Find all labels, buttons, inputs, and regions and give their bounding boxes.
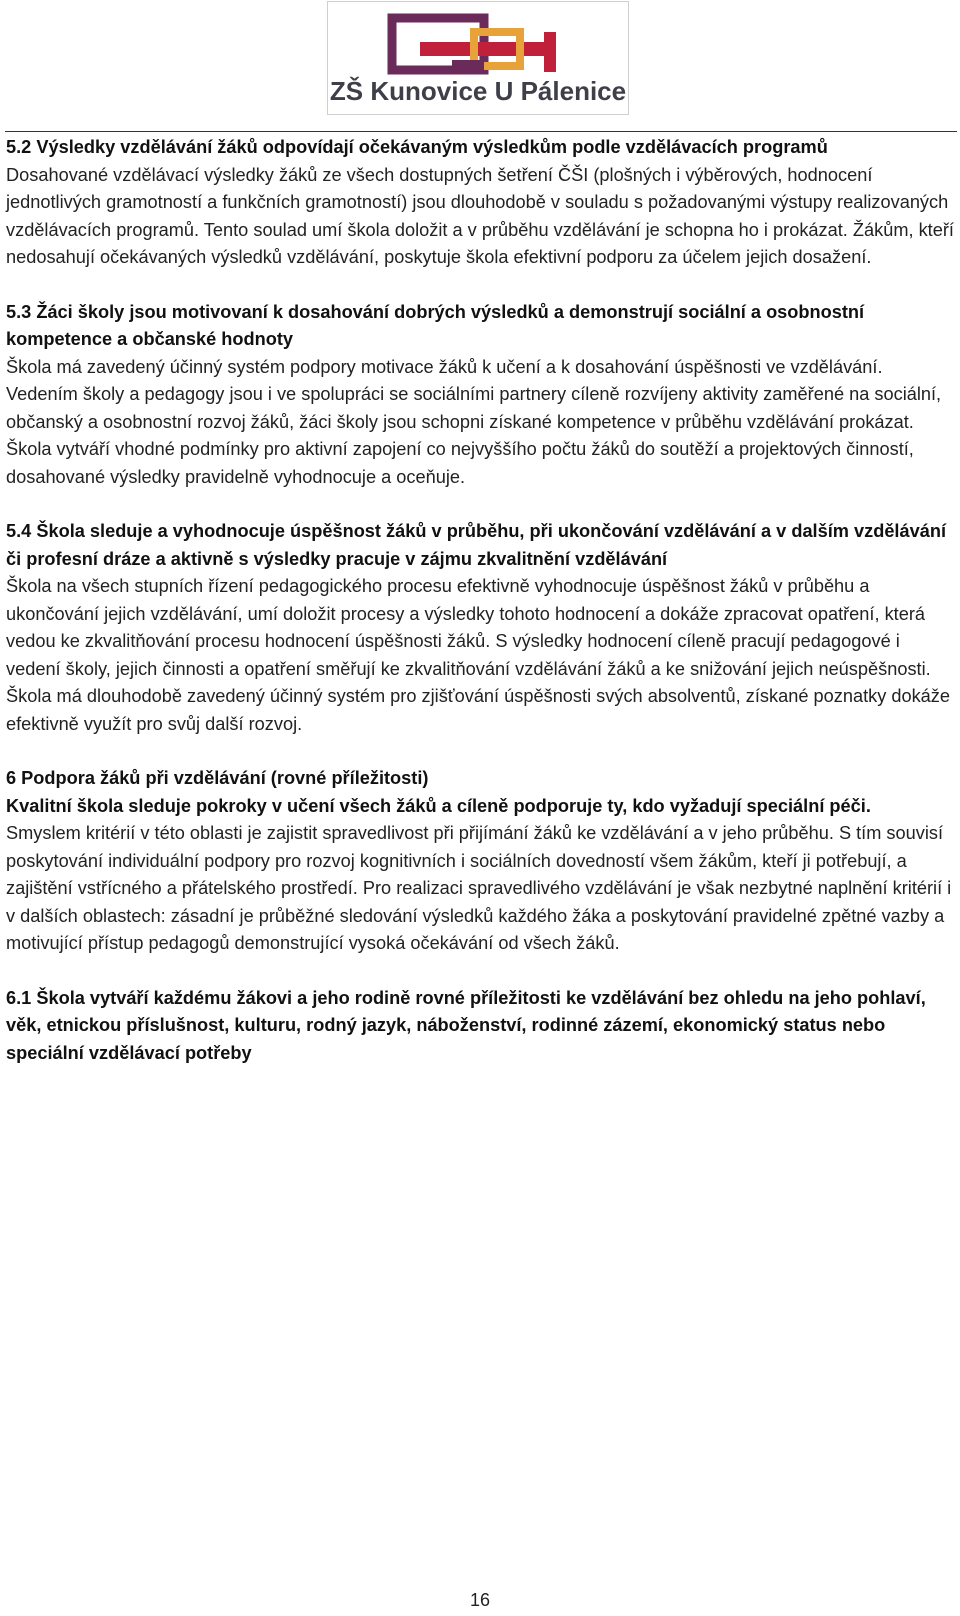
chapter-subheading: Kvalitní škola sleduje pokroky v učení všech žáků a cíleně podporuje ty, kdo vyžadují speciální péči. xyxy=(6,795,871,816)
header-divider xyxy=(5,131,957,132)
section-paragraph: Škola na všech stupních řízení pedagogického procesu efektivně vyhodnocuje úspěšnost žáků v průběhu a ukončování jejich vzdělávání, umí doložit procesy a výsledky tohoto hodnocení a dokáže zpracovat opatření, která vedou ke zkvalitňování procesu hodnocení úspěšnosti žáků. S výsledky hodnocení cíleně pracují pedagogové i vedení školy, jejich činnosti a opatření směřují ke zkvalitňování vzdělávání žáků a ke snižování jejich neúspěšnosti. Škola má dlouhodobě zavedený účinný systém pro zjišťování úspěšnosti svých absolventů, získané poznatky dokáže efektivně využít pro svůj další rozvoj. xyxy=(6,576,951,734)
section-heading: 6.1 Škola vytváří každému žákovi a jeho rodině rovné příležitosti ke vzdělávání bez ohledu na jeho pohlaví, věk, etnickou příslušnost, kulturu, rodný jazyk, náboženství, rodinné zázemí, ekonomický status nebo speciální vzdělávací potřeby xyxy=(6,987,926,1063)
section-5-4 xyxy=(6,518,956,738)
chapter-heading: 6 Podpora žáků při vzdělávání (rovné příležitosti) xyxy=(6,768,429,788)
section-paragraph: Dosahované vzdělávací výsledky žáků ze všech dostupných šetření ČŠI (plošných i výběrových, hodnocení jednotlivých gramotností a funkčních gramotností) jsou dlouhodobě v souladu s požadovanými výstupy realizovaných vzdělávacích programů. Tento soulad umí škola doložit a v průběhu vzdělávání je schopna ho i prokázat. Žákům, kteří nedosahují očekávaných výsledků vzdělávání, poskytuje škola efektivní podporu za účelem jejich dosažení. xyxy=(6,164,954,267)
section-heading: 5.4 Škola sleduje a vyhodnocuje úspěšnost žáků v průběhu, při ukončování vzdělávání a v dalším vzdělávání či profesní dráze a aktivně s výsledky pracuje v zájmu zkvalitnění vzdělávání xyxy=(6,521,946,569)
section-heading: 5.3 Žáci školy jsou motivovaní k dosahování dobrých výsledků a demonstrují sociální a osobnostní kompetence a občanské hodnoty xyxy=(6,301,865,349)
section-heading: 5.2 Výsledky vzdělávání žáků odpovídají očekávaným výsledkům podle vzdělávacích programů xyxy=(6,137,828,157)
section-5-2 xyxy=(6,134,956,272)
section-6 xyxy=(6,765,956,958)
school-logo xyxy=(327,1,629,115)
section-5-3 xyxy=(6,299,956,492)
document-body xyxy=(6,134,956,1094)
section-6-1 xyxy=(6,985,956,1068)
school-logo-text: ZŠ Kunovice U Pálenice xyxy=(329,76,627,106)
page-number: 16 xyxy=(469,1590,491,1610)
section-paragraph: Škola má zavedený účinný systém podpory motivace žáků k učení a k dosahování úspěšnosti ve vzdělávání. Vedením školy a pedagogy jsou i ve spolupráci se sociálními partnery cíleně rozvíjeny aktivity zaměřené na sociální, občanský a osobnostní rozvoj žáků, žáci školy jsou schopni získané kompetence v průběhu vzdělávání prokázat. Škola vytváří vhodné podmínky pro aktivní zapojení co nejvyššího počtu žáků do soutěží a projektových činností, dosahované výsledky pravidelně vyhodnocuje a oceňuje. xyxy=(6,356,942,487)
section-paragraph: Smyslem kritérií v této oblasti je zajistit spravedlivost při přijímání žáků ke vzdělávání a v jeho průběhu. S tím souvisí poskytování individuální podpory pro rozvoj kognitivních i sociálních dovedností všem žákům, kteří ji potřebují, a zajištění vstřícného a přátelského prostředí. Pro realizaci spravedlivého vzdělávání je však nezbytné naplnění kritérií i v dalších oblastech: zásadní je průběžné sledování výsledků každého žáka a poskytování pravidelné zpětné vazby a motivující přístup pedagogů demonstrující vysoká očekávání od všech žáků. xyxy=(6,823,952,953)
